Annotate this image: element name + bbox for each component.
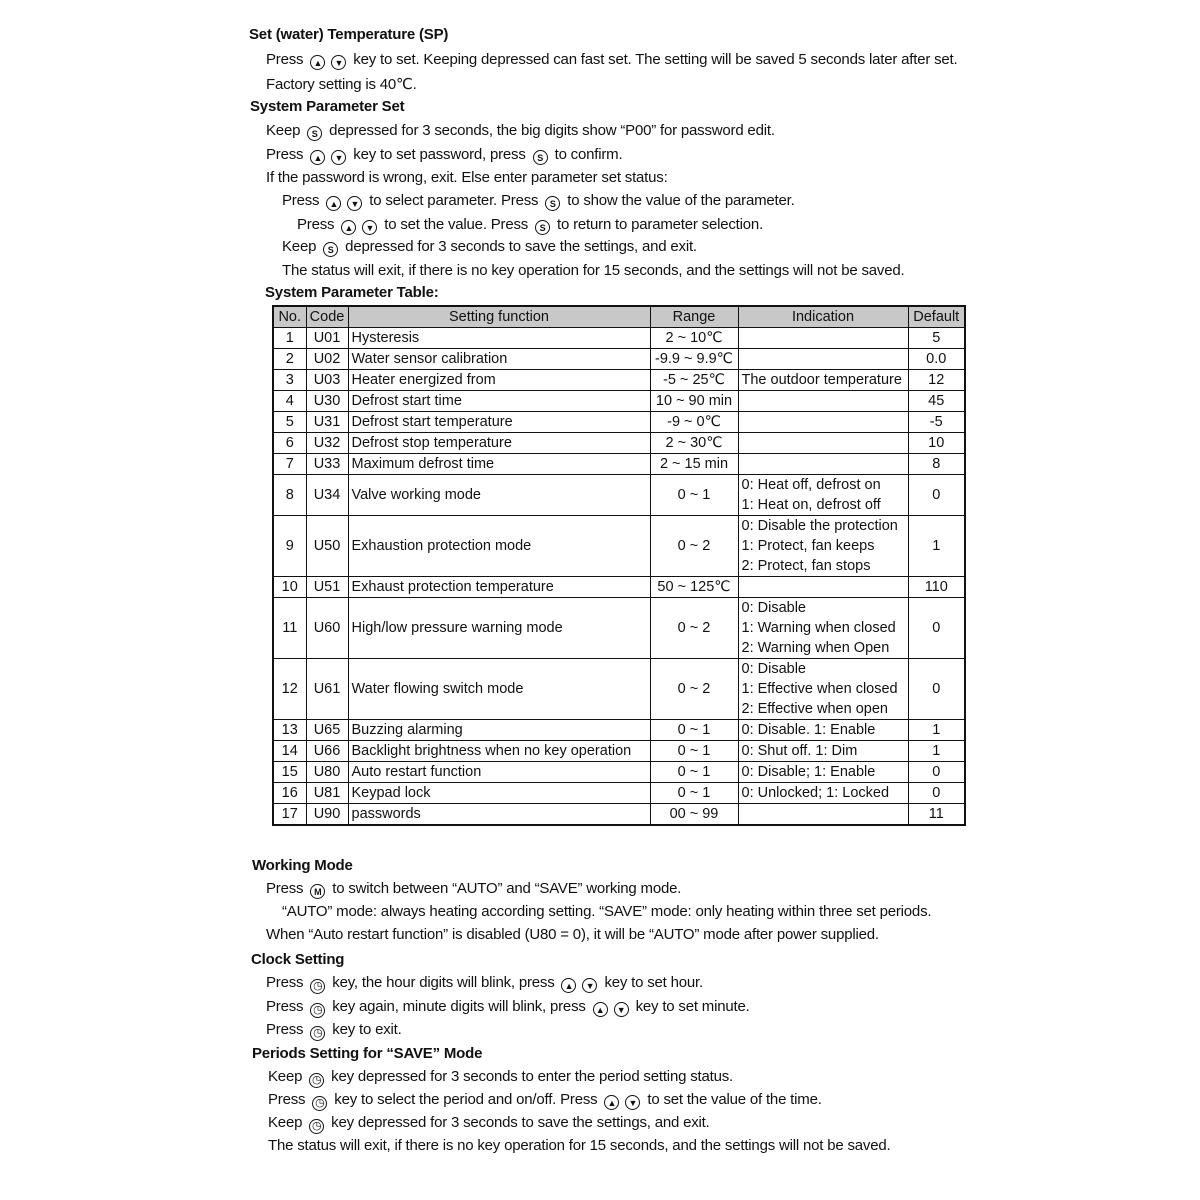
up-key-icon: ▲ [593,1002,608,1017]
header-code: Code [306,306,348,328]
cell-no: 7 [273,454,306,475]
cell-default: 0.0 [908,349,965,370]
cell-range: 0 ~ 1 [650,475,738,516]
clock-line-1: Press ◷ key, the hour digits will blink, press ▲ ▼ key to set hour. [266,974,703,992]
cell-range: 00 ~ 99 [650,804,738,826]
cell-indication [738,804,908,826]
periods-line-1: Keep ◷ key depressed for 3 seconds to enter the period setting status. [268,1068,733,1086]
table-row [273,391,965,412]
table-title: System Parameter Table: [265,284,439,301]
table-row [273,475,965,516]
work-heading: Working Mode [252,857,353,874]
down-key-icon: ▼ [614,1002,629,1017]
cell-no: 6 [273,433,306,454]
cell-function: Buzzing alarming [348,720,650,741]
cell-code: U33 [306,454,348,475]
periods-line-3: Keep ◷ key depressed for 3 seconds to save the settings, and exit. [268,1114,710,1132]
indication-line: 2: Protect, fan stops [741,558,871,574]
cell-indication [738,598,908,659]
sp-line-2: Factory setting is 40℃. [266,76,417,93]
sys-line-4: Press ▲ ▼ to select parameter. Press S to show the value of the parameter. [282,192,795,209]
up-key-icon: ▲ [310,150,325,165]
cell-no: 14 [273,741,306,762]
cell-default: 1 [908,741,965,762]
table-header-row [273,306,965,328]
cell-function: Backlight brightness when no key operation [348,741,650,762]
cell-no: 2 [273,349,306,370]
cell-range: -9.9 ~ 9.9℃ [650,349,738,370]
header-indication: Indication [738,306,908,328]
sp-line-1: Press ▲ ▼ key to set. Keeping depressed can fast set. The setting will be saved 5 seconds later after set. [266,51,958,68]
set-key-icon: S [307,126,322,141]
cell-code: U61 [306,659,348,720]
cell-indication [738,370,908,391]
table-row [273,328,965,349]
cell-range: 10 ~ 90 min [650,391,738,412]
cell-range: 2 ~ 15 min [650,454,738,475]
mode-key-icon: M [310,884,325,899]
cell-no: 10 [273,577,306,598]
sys-line-2: Press ▲ ▼ key to set password, press S to confirm. [266,146,623,163]
cell-code: U81 [306,783,348,804]
cell-indication [738,659,908,720]
cell-code: U60 [306,598,348,659]
table-row [273,659,965,720]
sys-line-3: If the password is wrong, exit. Else enter parameter set status: [266,169,668,186]
table-row [273,783,965,804]
cell-function: Hysteresis [348,328,650,349]
work-line-3: When “Auto restart function” is disabled (U80 = 0), it will be “AUTO” mode after power supplied. [266,926,879,943]
cell-indication [738,412,908,433]
cell-range: 0 ~ 1 [650,741,738,762]
cell-default: 1 [908,516,965,577]
table-row [273,370,965,391]
cell-default: 0 [908,659,965,720]
header-no: No. [273,306,306,328]
cell-no: 4 [273,391,306,412]
cell-function: Defrost start temperature [348,412,650,433]
cell-code: U30 [306,391,348,412]
clock-heading: Clock Setting [251,951,345,968]
cell-function: Defrost start time [348,391,650,412]
indication-line: 1: Effective when closed [741,681,898,697]
cell-indication [738,577,908,598]
periods-line-4: The status will exit, if there is no key operation for 15 seconds, and the settings will not be saved. [268,1137,891,1154]
cell-indication [738,741,908,762]
cell-default: 110 [908,577,965,598]
up-key-icon: ▲ [604,1095,619,1110]
cell-code: U65 [306,720,348,741]
clock-key-icon: ◷ [310,1026,325,1041]
cell-default: 0 [908,762,965,783]
cell-indication [738,720,908,741]
cell-code: U31 [306,412,348,433]
down-key-icon: ▼ [362,220,377,235]
table-row [273,598,965,659]
cell-default: -5 [908,412,965,433]
indication-line: The outdoor temperature [741,372,902,388]
cell-range: 50 ~ 125℃ [650,577,738,598]
cell-no: 15 [273,762,306,783]
cell-function: Water flowing switch mode [348,659,650,720]
cell-function: Water sensor calibration [348,349,650,370]
sys-line-7: The status will exit, if there is no key operation for 15 seconds, and the settings will not be saved. [282,262,905,279]
indication-line: 0: Disable [741,600,806,616]
cell-function: Maximum defrost time [348,454,650,475]
cell-no: 5 [273,412,306,433]
up-key-icon: ▲ [341,220,356,235]
table-body [273,328,965,826]
cell-code: U80 [306,762,348,783]
cell-default: 10 [908,433,965,454]
cell-indication [738,391,908,412]
cell-no: 17 [273,804,306,826]
work-line-2: “AUTO” mode: always heating according setting. “SAVE” mode: only heating within three set periods. [282,903,932,920]
cell-code: U51 [306,577,348,598]
indication-line: 0: Unlocked; 1: Locked [741,785,890,801]
cell-function: passwords [348,804,650,826]
cell-range: 0 ~ 2 [650,659,738,720]
cell-default: 11 [908,804,965,826]
down-key-icon: ▼ [331,150,346,165]
table-row [273,577,965,598]
indication-line: 1: Heat on, defrost off [741,497,881,513]
sys-heading: System Parameter Set [250,98,405,115]
set-key-icon: S [323,242,338,257]
cell-no: 3 [273,370,306,391]
clock-line-3: Press ◷ key to exit. [266,1021,402,1039]
clock-key-icon: ◷ [312,1096,327,1111]
sys-line-1: Keep S depressed for 3 seconds, the big digits show “P00” for password edit. [266,122,775,139]
cell-no: 9 [273,516,306,577]
clock-key-icon: ◷ [309,1073,324,1088]
down-key-icon: ▼ [625,1095,640,1110]
down-key-icon: ▼ [347,196,362,211]
sys-line-6: Keep S depressed for 3 seconds to save the settings, and exit. [282,238,697,255]
cell-function: High/low pressure warning mode [348,598,650,659]
cell-range: 0 ~ 1 [650,720,738,741]
cell-default: 8 [908,454,965,475]
cell-no: 8 [273,475,306,516]
indication-line: 2: Effective when open [741,701,888,717]
cell-range: -9 ~ 0℃ [650,412,738,433]
sp-heading: Set (water) Temperature (SP) [249,26,449,43]
cell-code: U03 [306,370,348,391]
cell-default: 0 [908,783,965,804]
cell-indication [738,475,908,516]
set-key-icon: S [535,220,550,235]
periods-heading: Periods Setting for “SAVE” Mode [252,1045,483,1062]
table-row [273,804,965,826]
cell-range: -5 ~ 25℃ [650,370,738,391]
header-function: Setting function [348,306,650,328]
up-key-icon: ▲ [326,196,341,211]
cell-indication [738,349,908,370]
up-key-icon: ▲ [561,978,576,993]
table-row [273,454,965,475]
cell-function: Valve working mode [348,475,650,516]
header-default: Default [908,306,965,328]
clock-key-icon: ◷ [310,1003,325,1018]
cell-function: Auto restart function [348,762,650,783]
table-row [273,720,965,741]
cell-function: Exhaust protection temperature [348,577,650,598]
cell-range: 0 ~ 1 [650,762,738,783]
cell-range: 2 ~ 30℃ [650,433,738,454]
cell-indication [738,454,908,475]
indication-line: 2: Warning when Open [741,640,890,656]
cell-range: 0 ~ 2 [650,598,738,659]
cell-indication [738,433,908,454]
sys-line-5: Press ▲ ▼ to set the value. Press S to return to parameter selection. [297,216,764,233]
cell-no: 13 [273,720,306,741]
cell-indication [738,762,908,783]
indication-line: 1: Warning when closed [741,620,896,636]
table-row [273,433,965,454]
cell-default: 12 [908,370,965,391]
set-key-icon: S [545,196,560,211]
cell-code: U50 [306,516,348,577]
cell-indication [738,328,908,349]
indication-line: 0: Shut off. 1: Dim [741,743,858,759]
cell-range: 0 ~ 2 [650,516,738,577]
cell-default: 1 [908,720,965,741]
cell-code: U02 [306,349,348,370]
cell-code: U01 [306,328,348,349]
cell-default: 0 [908,475,965,516]
cell-no: 11 [273,598,306,659]
indication-line: 0: Disable. 1: Enable [741,722,876,738]
cell-code: U32 [306,433,348,454]
cell-no: 12 [273,659,306,720]
table-row [273,412,965,433]
cell-indication [738,516,908,577]
table-row [273,516,965,577]
work-line-1: Press M to switch between “AUTO” and “SAVE” working mode. [266,880,682,897]
clock-key-icon: ◷ [309,1119,324,1134]
cell-code: U34 [306,475,348,516]
table-row [273,349,965,370]
indication-line: 1: Protect, fan keeps [741,538,875,554]
indication-line: 0: Heat off, defrost on [741,477,881,493]
cell-no: 1 [273,328,306,349]
periods-line-2: Press ◷ key to select the period and on/off. Press ▲ ▼ to set the value of the time. [268,1091,822,1109]
cell-code: U66 [306,741,348,762]
indication-line: 0: Disable; 1: Enable [741,764,876,780]
cell-function: Defrost stop temperature [348,433,650,454]
table-row [273,762,965,783]
cell-no: 16 [273,783,306,804]
cell-function: Keypad lock [348,783,650,804]
cell-default: 45 [908,391,965,412]
clock-line-2: Press ◷ key again, minute digits will blink, press ▲ ▼ key to set minute. [266,998,750,1016]
indication-line: 0: Disable the protection [741,518,898,534]
down-key-icon: ▼ [331,55,346,70]
cell-function: Exhaustion protection mode [348,516,650,577]
cell-range: 2 ~ 10℃ [650,328,738,349]
header-range: Range [650,306,738,328]
cell-indication [738,783,908,804]
cell-code: U90 [306,804,348,826]
indication-line: 0: Disable [741,661,806,677]
set-key-icon: S [533,150,548,165]
cell-function: Heater energized from [348,370,650,391]
cell-range: 0 ~ 1 [650,783,738,804]
clock-key-icon: ◷ [310,979,325,994]
cell-default: 5 [908,328,965,349]
up-key-icon: ▲ [310,55,325,70]
cell-default: 0 [908,598,965,659]
down-key-icon: ▼ [582,978,597,993]
table-row [273,741,965,762]
parameter-table [272,305,966,826]
